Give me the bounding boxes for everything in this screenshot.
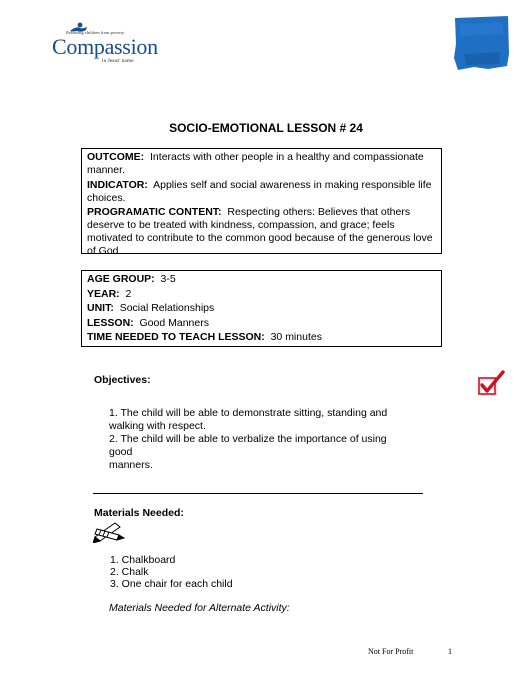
unit-row [87, 302, 436, 315]
objective-1-line2: walking with respect. [109, 420, 206, 432]
logo-tagline-bottom: in Jesus' name [102, 58, 134, 64]
indicator-paragraph [87, 179, 436, 205]
time-label: TIME NEEDED TO TEACH LESSON: [87, 331, 265, 343]
outcome-box [81, 148, 442, 257]
outcome-paragraph [87, 151, 436, 177]
time-row [87, 331, 436, 344]
objectives-list [109, 407, 409, 472]
programatic-label: PROGRAMATIC CONTENT: [87, 206, 222, 218]
footer-text: Not For Profit [368, 647, 414, 656]
objective-2-line1: 2. The child will be able to verbalize the importance of using good [109, 433, 387, 458]
compassion-logo [52, 22, 162, 68]
indicator-label: INDICATOR: [87, 178, 148, 191]
lesson-info-box [81, 270, 442, 347]
year-label: YEAR: [87, 287, 120, 300]
age-group-row [87, 273, 436, 286]
programatic-line2: deserve to be treated with kindness, compassion, and grace; feels [87, 219, 395, 231]
age-group-label: AGE GROUP: [87, 273, 155, 285]
year-row [87, 288, 436, 301]
objective-1-line1: 1. The child will be able to demonstrate sitting, standing and [109, 407, 388, 419]
unit-value: Social Relationships [119, 302, 215, 314]
logo-wordmark: Compassion [52, 34, 158, 59]
lesson-value: Good Manners [139, 316, 209, 329]
indicator-line2: choices. [87, 191, 126, 204]
materials-heading: Materials Needed: [94, 507, 184, 519]
outcome-line1: Interacts with other people in a healthy and compassionate [150, 151, 424, 163]
page-number: 1 [448, 647, 452, 656]
programatic-line1: Respecting others: Believes that others [227, 206, 411, 218]
materials-list [110, 554, 233, 590]
year-value: 2 [125, 287, 132, 300]
blue-stamp-icon [452, 14, 510, 72]
alternate-materials-heading: Materials Needed for Alternate Activity: [109, 602, 290, 614]
page-title: SOCIO-EMOTIONAL LESSON # 24 [169, 121, 363, 135]
unit-label: UNIT: [87, 302, 114, 314]
lesson-row [87, 317, 436, 330]
age-group-value: 3-5 [160, 273, 176, 285]
checkbox-check-icon [477, 370, 505, 401]
time-value: 30 minutes [270, 331, 322, 343]
logo-tagline-top: Releasing children from poverty [66, 30, 125, 35]
material-item-2: 2. Chalk [110, 566, 149, 578]
objective-2-line2: manners. [109, 459, 153, 471]
programatic-paragraph [87, 206, 436, 258]
indicator-line1: Applies self and social awareness in making responsible life [153, 178, 432, 191]
objectives-heading: Objectives: [94, 374, 151, 386]
material-item-3: 3. One chair for each child [110, 578, 233, 590]
pencils-icon [93, 519, 125, 548]
outcome-line2: manner. [87, 164, 125, 176]
objective-item-2 [109, 433, 409, 472]
programatic-line4: of God. [87, 245, 122, 257]
lesson-label: LESSON: [87, 316, 134, 329]
outcome-label: OUTCOME: [87, 151, 145, 163]
programatic-line3: motivated to contribute to the common good because of the generous love [87, 232, 433, 244]
material-item-1: 1. Chalkboard [110, 554, 176, 566]
objective-item-1 [109, 407, 409, 433]
section-divider [93, 493, 423, 494]
